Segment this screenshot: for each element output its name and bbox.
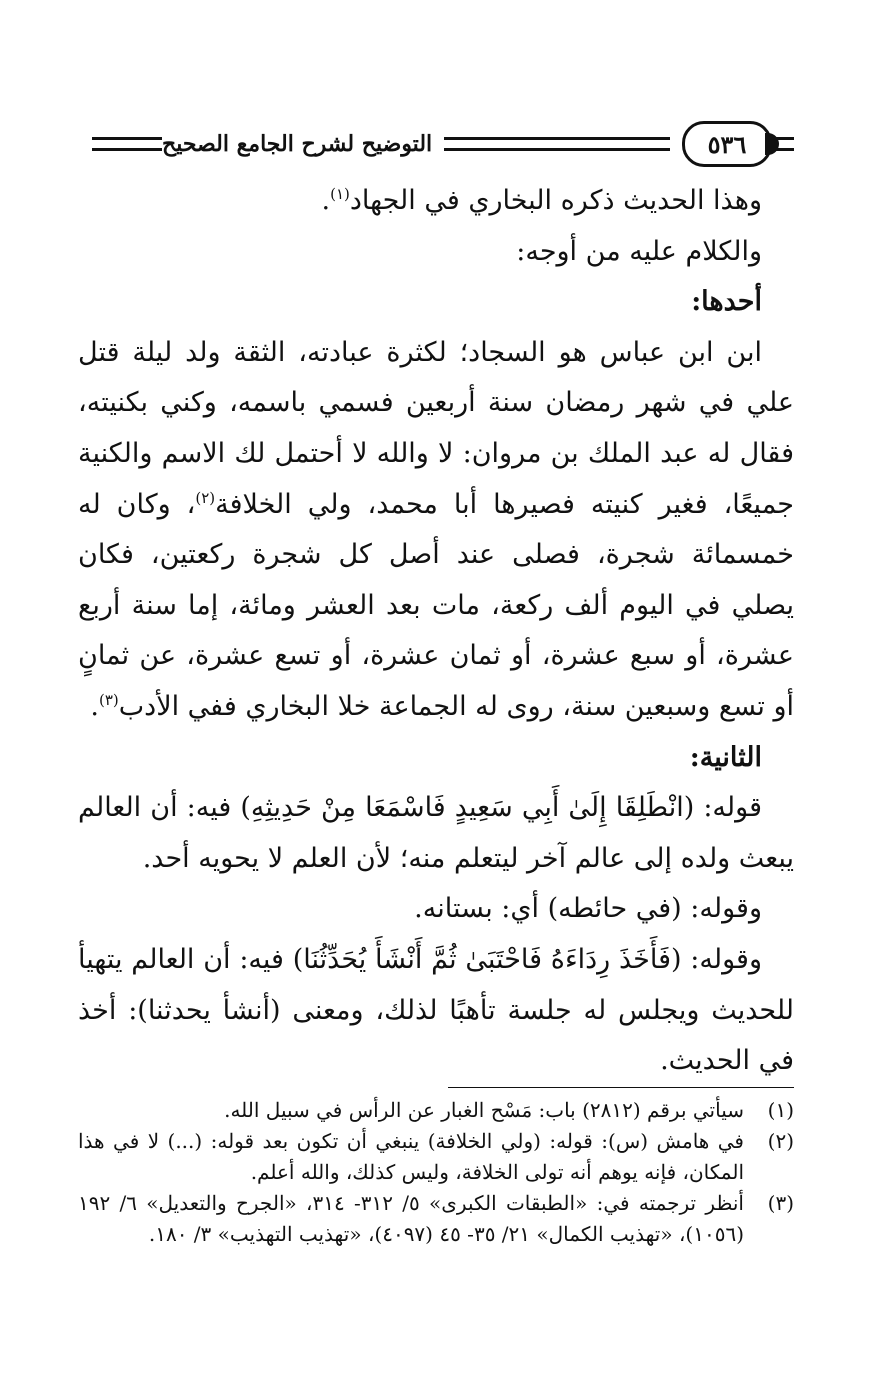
main-text xyxy=(78,176,794,1087)
running-title: التوضيح لشرح الجامع الصحيح xyxy=(162,131,433,157)
header-rule-middle xyxy=(444,137,670,151)
section-heading-2: الثانية: xyxy=(689,741,762,773)
footnote-3 xyxy=(78,1188,794,1250)
footnote-text: في هامش (س): قوله: (ولي الخلافة) ينبغي أن تكون بعد قوله: (...) لا في هذا المكان، فإنه يوهم أنه تولى الخلافة، وليس كذلك، والله أعلم. xyxy=(78,1129,744,1184)
footnote-ref-3: (٣) xyxy=(98,690,119,709)
page-header xyxy=(78,118,794,170)
paragraph-3 xyxy=(78,328,794,733)
paragraph-text: وهذا الحديث ذكره البخاري في الجهاد xyxy=(349,185,762,216)
paragraph-text: ابن ابن عباس هو السجاد؛ لكثرة عبادته، الثقة ولد ليلة قتل علي في شهر رمضان سنة أربعين فسمي باسمه، وكني بكنيته، فقال له عبد الملك بن مروان: لا والله لا أحتمل لك الاسم والكنية جميعًا، فغير كنيته فصيرها أبا محمد، ولي الخلافة xyxy=(78,336,794,520)
footnote-separator xyxy=(448,1087,794,1088)
footnote-1 xyxy=(78,1095,794,1126)
paragraph-text: . xyxy=(321,185,331,216)
paragraph-2: والكلام عليه من أوجه: xyxy=(516,235,762,267)
section-heading-1: أحدها: xyxy=(691,286,762,318)
footnote-text: أنظر ترجمته في: «الطبقات الكبرى» ٥/ ٣١٢- ٣١٤، «الجرح والتعديل» ٦/ ١٩٢ (١٠٥٦)، «تهذيب الكمال» ٢١/ ٣٥- ٤٥ (٤٠٩٧)، «تهذيب التهذيب» ٣/ ١٨٠. xyxy=(78,1191,744,1246)
footnote-number: (١) xyxy=(767,1098,794,1122)
paragraph-6: وقوله: (فَأَخَذَ رِدَاءَهُ فَاحْتَبَىٰ ثُمَّ أَنْشَأَ يُحَدِّثُنَا) فيه: أن العالم يتهيأ للحديث ويجلس له جلسة تأهبًا لذلك، ومعنى (أنشأ يحدثنا): أخذ في الحديث. xyxy=(78,943,794,1077)
footnote-number: (٢) xyxy=(767,1129,794,1153)
page-number: ٥٣٦ xyxy=(682,121,772,167)
footnote-text: سيأتي برقم (٢٨١٢) باب: مَسْح الغبار عن الرأس في سبيل الله. xyxy=(224,1098,744,1122)
footnotes xyxy=(78,1095,794,1250)
footnote-number: (٣) xyxy=(767,1191,794,1215)
paragraph-4: قوله: (انْطَلِقَا إِلَىٰ أَبِي سَعِيدٍ فَاسْمَعَا مِنْ حَدِيثِهِ) فيه: أن العالم يبعث ولده إلى عالم آخر ليتعلم منه؛ لأن العلم لا يحويه أحد. xyxy=(78,792,794,874)
paragraph-5: وقوله: (في حائطه) أي: بستانه. xyxy=(414,893,762,925)
header-rule-left xyxy=(92,137,162,151)
footnote-2 xyxy=(78,1126,794,1188)
paragraph-text: . xyxy=(90,690,99,722)
footnote-ref-2: (٢) xyxy=(195,488,216,507)
paragraph-1 xyxy=(78,176,794,227)
paragraph-text: ، وكان له خمسمائة شجرة، فصلى عند أصل كل شجرة ركعتين، فكان يصلي في اليوم ألف ركعة، مات بعد العشر ومائة، إما سنة أربع عشرة، أو سبع عشرة، أو ثمان عشرة، أو تسع عشرة، عن ثمانٍ أو تسع وسبعين سنة، روى له الجماعة خلا البخاري ففي الأدب xyxy=(78,488,794,722)
footnote-ref-1: (١) xyxy=(330,185,350,203)
